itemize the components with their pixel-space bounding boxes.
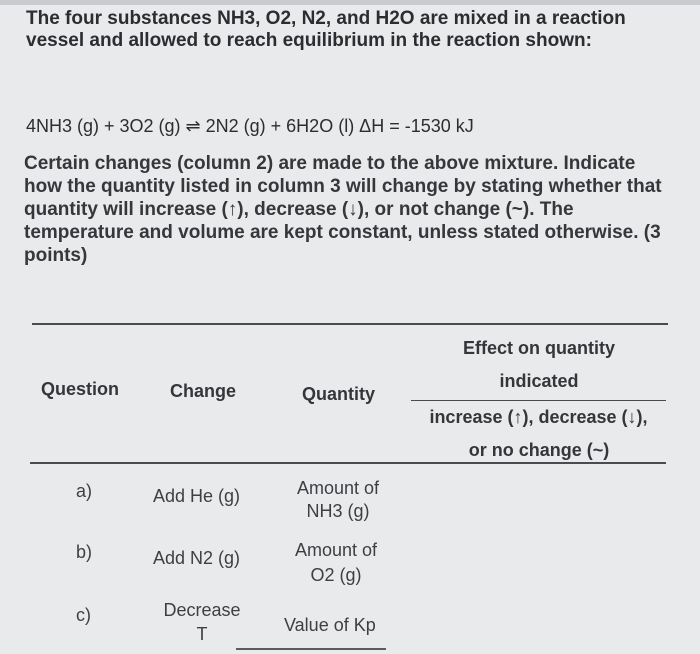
question-instructions: Certain changes (column 2) are made to the above mixture. Indicate how the quantity listed in column 3 will change by stating whether that quantity will increase (↑), decrease (↓), or not change (~). The temperature and volume are kept constant, unless stated otherwise. (3 points) xyxy=(24,153,662,266)
header-effect-line4: or no change (~) xyxy=(468,440,610,460)
image-top-edge xyxy=(0,0,700,5)
header-effect-line2: indicated xyxy=(499,371,579,391)
row-b-quantity-line2: O2 (g) xyxy=(310,565,362,585)
row-c-label: c) xyxy=(76,605,91,625)
table-top-rule xyxy=(32,323,668,325)
row-c-change-line2: T xyxy=(196,624,208,644)
row-a-change: Add He (g) xyxy=(153,486,241,506)
header-quantity: Quantity xyxy=(302,384,376,404)
row-a-quantity-line1: Amount of xyxy=(296,478,380,498)
row-b-quantity-line1: Amount of xyxy=(294,540,378,560)
row-c-quantity: Value of Kp xyxy=(284,615,376,635)
table-header-rule xyxy=(30,462,666,464)
bottom-rule-fragment xyxy=(236,648,386,650)
row-c-change-line1: Decrease xyxy=(163,600,241,620)
header-question: Question xyxy=(41,379,120,399)
question-intro: The four substances NH3, O2, N2, and H2O are mixed in a reaction vessel and allowed to reach equilibrium in the reaction shown: xyxy=(26,8,626,51)
header-change: Change xyxy=(170,381,237,401)
header-effect-line3: increase (↑), decrease (↓), xyxy=(429,407,648,427)
row-b-change: Add N2 (g) xyxy=(153,548,241,568)
reaction-equation: 4NH3 (g) + 3O2 (g) ⇌ 2N2 (g) + 6H2O (l) ΔH = -1530 kJ xyxy=(26,116,474,136)
header-effect-line1: Effect on quantity xyxy=(463,338,615,358)
row-b-label: b) xyxy=(76,542,93,562)
row-a-label: a) xyxy=(76,481,93,501)
header-effect-divider xyxy=(411,400,666,401)
row-a-quantity-line2: NH3 (g) xyxy=(306,501,370,521)
